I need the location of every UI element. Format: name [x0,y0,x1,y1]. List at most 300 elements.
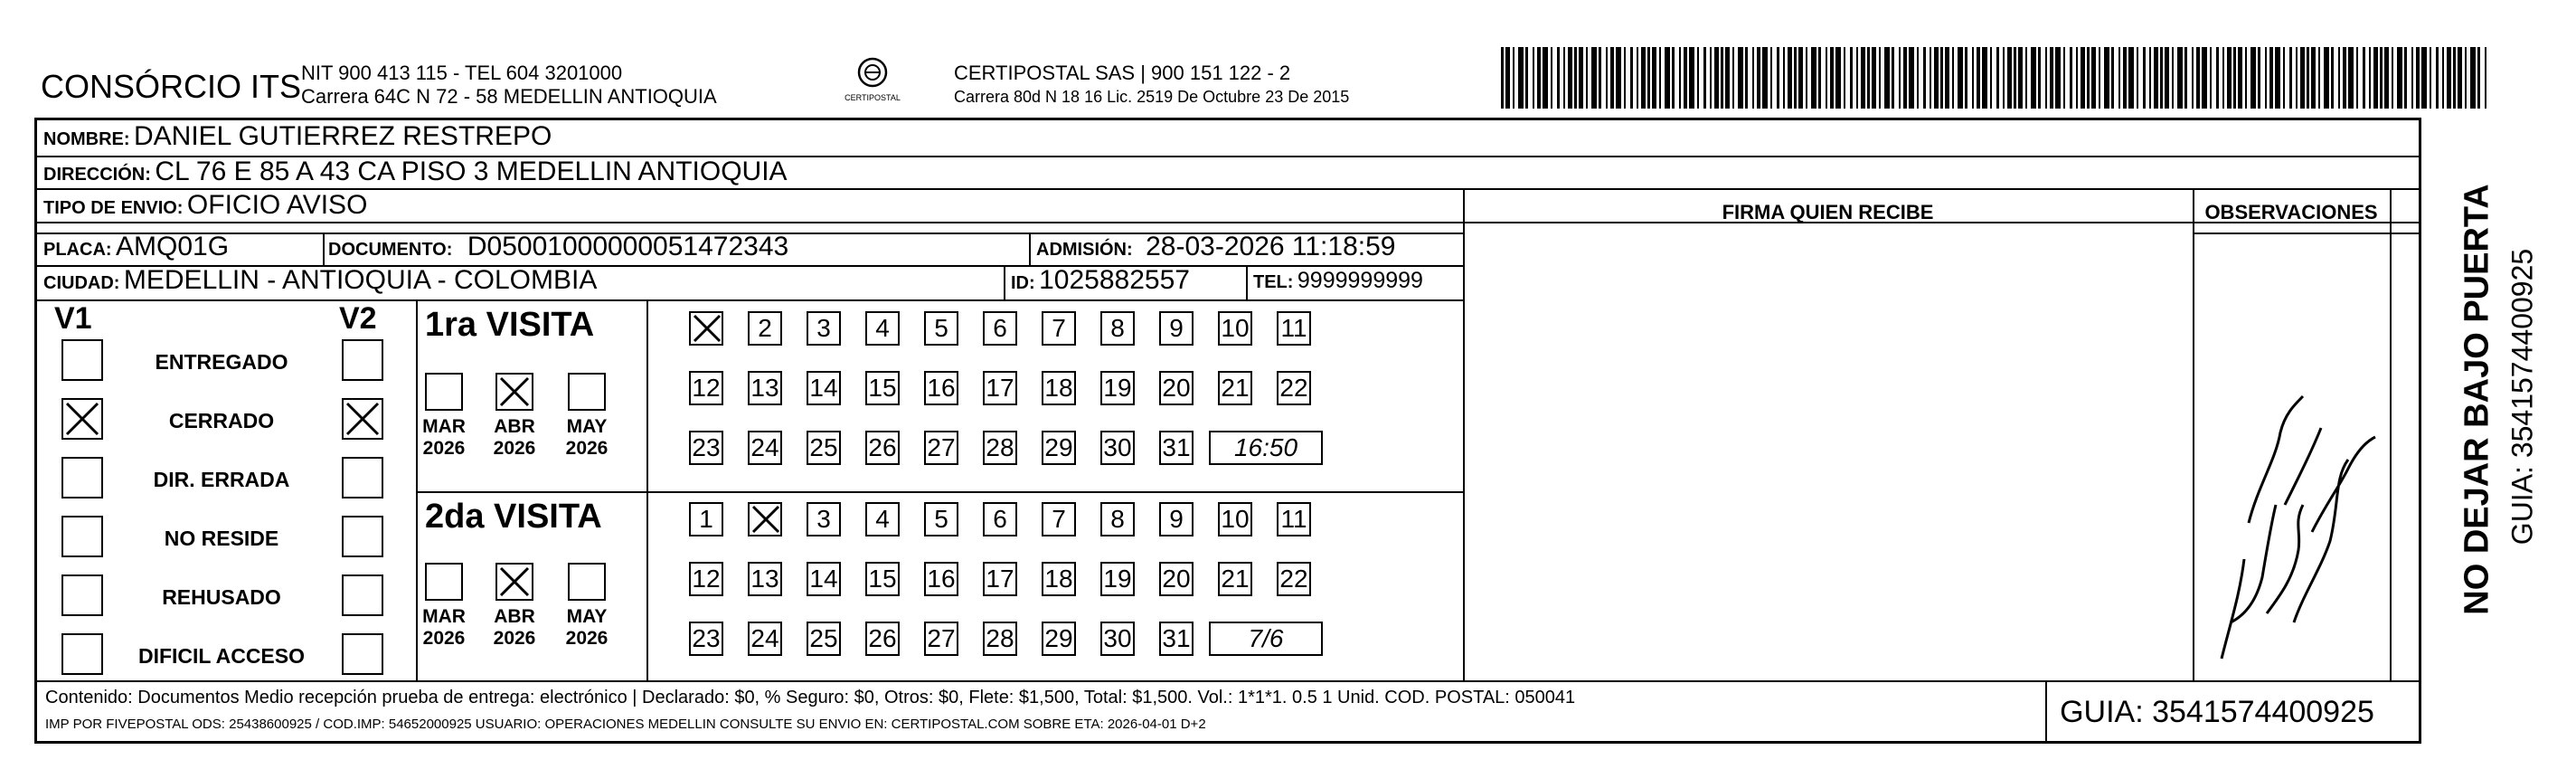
barcode-bar [2283,47,2285,109]
barcode-bar [2025,47,2027,109]
barcode-bar [1783,47,1785,109]
v2-checkbox[interactable] [342,574,383,616]
barcode-bar [1505,47,1510,109]
month-name: MAY [566,416,608,437]
v1-checkbox[interactable] [61,633,103,675]
placa-row [43,232,229,262]
barcode-bar [2269,47,2273,109]
observaciones-area[interactable] [2194,233,2388,679]
barcode-bar [2331,47,2334,109]
barcode-bar [2296,47,2298,109]
barcode-bar [2392,47,2393,109]
barcode-bar [1972,47,1974,109]
day-box[interactable]: 31 [1159,431,1194,465]
barcode-bar [1579,47,1583,109]
day-box[interactable]: 1 [689,502,723,536]
status-label: ENTREGADO [155,350,288,374]
day-box[interactable]: 16 [924,371,958,405]
day-box[interactable]: 19 [1100,562,1135,596]
barcode-bar [1525,47,1528,109]
day-box[interactable]: 12 [689,562,723,596]
barcode-bar [2038,47,2041,109]
v1-checkbox[interactable] [61,457,103,498]
barcode-bar [2356,47,2358,109]
barcode-bar [2470,47,2476,109]
barcode-bar [1616,47,1621,109]
barcode-bar [2184,47,2187,109]
barcode-bar [1798,47,1803,109]
v1-checkbox[interactable] [61,339,103,381]
barcode-bar [1844,47,1845,109]
barcode-bar [2324,47,2329,109]
documento-value: D05001000000051472343 [467,232,789,261]
day-box[interactable]: 3 [807,311,841,346]
barcode-bar [2300,47,2305,109]
month-name: ABR [494,416,535,437]
company-name: CONSÓRCIO ITS [41,68,302,105]
barcode-bar [1850,47,1853,109]
barcode-bar [2250,47,2256,109]
footer-contenido: Contenido: Documentos Medio recepción prueba de entrega: electrónico | Declarado: $0, % Seguro: $0, Otros: $0, Flete: $1,500, Total: $1,500. Vol.: 1*1*1. 0.5 1 Unid. COD. POSTAL: 050041 [45,688,1576,707]
barcode-bar [1952,47,1954,109]
day-box[interactable]: 3 [807,502,841,536]
barcode-bar [1762,47,1768,109]
barcode-bar [1752,47,1754,109]
barcode-bar [2143,47,2146,109]
barcode-bar [2275,47,2280,109]
barcode-bar [2238,47,2242,109]
v1-checkbox[interactable] [61,516,103,557]
month-year: 2026 [493,438,536,459]
barcode-bar [1543,47,1548,109]
v1-checkbox[interactable] [61,398,103,440]
barcode-bar [2055,47,2061,109]
month-name: ABR [494,606,535,627]
barcode-bar [2149,47,2151,109]
x-mark-icon [750,503,780,536]
day-box[interactable]: 4 [865,311,900,346]
barcode-bar [1872,47,1876,109]
barcode-bar [1684,47,1687,109]
barcode-bar [2014,47,2016,109]
day-box[interactable]: 27 [924,431,958,465]
day-box[interactable]: 2 [748,311,782,346]
barcode-bar [1965,47,1967,109]
barcode-bar [2222,47,2224,109]
day-box[interactable]: 19 [1100,371,1135,405]
barcode-bar [2465,47,2467,109]
barcode-bar [1794,47,1797,109]
x-mark-icon [497,565,532,599]
barcode-bar [1830,47,1834,109]
barcode-bar [2123,47,2127,109]
barcode-bar [1721,47,1723,109]
day-box[interactable]: 26 [865,622,900,656]
barcode-bar [1879,47,1881,109]
day-box[interactable]: 31 [1159,622,1194,656]
day-box[interactable]: 6 [983,311,1017,346]
barcode-bar [2111,47,2114,109]
barcode-bar [1568,47,1572,109]
barcode-bar [2485,47,2486,109]
barcode-bar [2436,47,2439,109]
company-nit: NIT 900 413 115 - TEL 604 3201000 [301,62,623,84]
side-guia-text: GUIA: 3541574400925 [2505,248,2539,546]
v2-header: V2 [339,301,377,336]
barcode-bar [1903,47,1907,109]
month-name: MAY [566,606,608,627]
day-box[interactable]: 28 [983,431,1017,465]
barcode-bar [1672,47,1675,109]
month-label [483,416,546,460]
barcode-bar [1551,47,1552,109]
barcode-bar [2453,47,2456,109]
barcode-bar [2338,47,2340,109]
month-year: 2026 [422,628,466,649]
barcode-bar [1533,47,1534,109]
v1-checkbox[interactable] [61,574,103,616]
barcode-bar [1996,47,1999,109]
barcode-bar [1990,47,1992,109]
tel-label: TEL: [1253,272,1294,292]
barcode-bar [1835,47,1841,109]
firma-header: FIRMA QUIEN RECIBE [1722,201,1934,223]
barcode-bar [2087,47,2090,109]
barcode-bar [2369,47,2371,109]
barcode-bar [1679,47,1681,109]
barcode-bar [1641,47,1646,109]
day-box[interactable]: 17 [983,371,1017,405]
day-box[interactable] [689,311,723,346]
barcode-bar [2210,47,2212,109]
day-box[interactable]: 9 [1159,311,1194,346]
month-checkbox[interactable] [425,563,463,601]
carrier-license: Carrera 80d N 18 16 Lic. 2519 De Octubre 23 De 2015 [954,88,1350,106]
day-box[interactable]: 23 [689,431,723,465]
day-box[interactable]: 16 [924,562,958,596]
day-box[interactable]: 13 [748,371,782,405]
barcode-bar [2099,47,2100,109]
barcode-bar [1513,47,1514,109]
barcode-bar [2227,47,2232,109]
month-label [412,606,476,650]
barcode-bar [2177,47,2183,109]
month-year: 2026 [565,628,609,649]
day-box[interactable]: 7 [1042,502,1076,536]
barcode-bar [1982,47,1987,109]
day-box[interactable]: 21 [1218,562,1252,596]
barcode-bar [1703,47,1706,109]
v2-checkbox[interactable] [342,398,383,440]
barcode-bar [2416,47,2420,109]
admision-row [1036,232,1395,262]
barcode-bar [1940,47,1943,109]
barcode-bar [1630,47,1633,109]
v2-checkbox[interactable] [342,457,383,498]
barcode-bar [1659,47,1661,109]
barcode-bar [1892,47,1894,109]
month-checkbox[interactable] [495,563,533,601]
barcode-bar [2421,47,2427,109]
direccion-label: DIRECCIÓN: [43,165,151,185]
day-box[interactable]: 17 [983,562,1017,596]
footer-imp: IMP POR FIVEPOSTAL ODS: 25438600925 / COD.IMP: 54652000925 USUARIO: OPERACIONES MEDELLIN CONSULTE SU ENVIO EN: CERTIPOSTAL.COM SOBRE ETA: 2026-04-01 D+2 [45,717,1206,732]
barcode-bar [1647,47,1650,109]
day-box[interactable]: 29 [1042,431,1076,465]
day-box[interactable]: 15 [865,371,900,405]
day-box[interactable]: 4 [865,502,900,536]
barcode-bar [1806,47,1807,109]
month-name: MAR [422,416,466,437]
carrier-line: CERTIPOSTAL SAS | 900 151 122 - 2 [954,62,1291,84]
barcode-bar [1811,47,1816,109]
month-label [483,606,546,650]
barcode-bar [1958,47,1963,109]
barcode-bar [2380,47,2383,109]
x-mark-icon [344,400,382,438]
month-checkbox[interactable] [495,373,533,411]
status-label: REHUSADO [162,585,281,609]
visit-time-box[interactable]: 7/6 [1209,622,1323,656]
barcode-bar [2216,47,2219,109]
status-label: NO RESIDE [164,527,279,550]
day-box[interactable]: 14 [807,371,841,405]
barcode-bar [2076,47,2078,109]
day-box[interactable]: 30 [1100,431,1135,465]
day-box[interactable]: 25 [807,431,841,465]
id-label: ID: [1011,273,1035,293]
x-mark-icon [497,375,532,409]
barcode-bar [1665,47,1670,109]
barcode-bar [1826,47,1827,109]
barcode-bar [2245,47,2247,109]
barcode-bar [2063,47,2065,109]
barcode-bar [2091,47,2096,109]
day-box[interactable]: 28 [983,622,1017,656]
barcode-bar [2307,47,2309,109]
barcode-bar [2045,47,2047,109]
day-box[interactable]: 10 [1218,311,1252,346]
barcode-bar [2196,47,2200,109]
month-year: 2026 [422,438,466,459]
barcode-bar [2050,47,2053,109]
barcode [1501,47,2496,109]
placa-label: PLACA: [43,240,112,260]
barcode-bar [1652,47,1656,109]
barcode-bar [1710,47,1712,109]
barcode-bar [1501,47,1504,109]
barcode-bar [1586,47,1588,109]
v1-header: V1 [54,301,92,336]
barcode-bar [2104,47,2109,109]
month-name: MAR [422,606,466,627]
barcode-bar [2442,47,2444,109]
tipo-label: TIPO DE ENVIO: [43,198,184,218]
handwritten-signature [2194,233,2388,679]
v2-checkbox[interactable] [342,516,383,557]
day-box[interactable]: 14 [807,562,841,596]
barcode-bar [2447,47,2451,109]
v2-checkbox[interactable] [342,339,383,381]
barcode-bar [2081,47,2085,109]
day-box[interactable]: 11 [1277,311,1311,346]
day-box[interactable]: 9 [1159,502,1194,536]
barcode-bar [1945,47,1949,109]
barcode-bar [2318,47,2320,109]
month-checkbox[interactable] [568,563,606,601]
x-mark-icon [63,400,101,438]
barcode-bar [2343,47,2346,109]
day-box[interactable]: 12 [689,371,723,405]
day-box[interactable]: 24 [748,431,782,465]
barcode-bar [2348,47,2354,109]
status-label: CERRADO [168,409,275,432]
placa-value: AMQ01G [116,232,230,261]
barcode-bar [2404,47,2407,109]
nombre-value: DANIEL GUTIERREZ RESTREPO [134,121,552,151]
barcode-bar [2258,47,2260,109]
visit-time-box[interactable]: 16:50 [1209,431,1323,465]
barcode-bar [1606,47,1608,109]
day-box[interactable]: 11 [1277,502,1311,536]
barcode-bar [2458,47,2462,109]
barcode-bar [2411,47,2413,109]
barcode-bar [2118,47,2120,109]
id-value: 1025882557 [1039,265,1190,295]
month-label [555,416,618,460]
day-box[interactable]: 7 [1042,311,1076,346]
barcode-bar [2430,47,2431,109]
barcode-bar [1909,47,1914,109]
barcode-bar [1714,47,1719,109]
day-box[interactable]: 15 [865,562,900,596]
day-box[interactable]: 18 [1042,371,1076,405]
day-box[interactable] [748,502,782,536]
barcode-bar [2265,47,2267,109]
barcode-bar [1757,47,1760,109]
day-box[interactable]: 8 [1100,502,1135,536]
barcode-bar [1930,47,1931,109]
month-checkbox[interactable] [425,373,463,411]
barcode-bar [2397,47,2402,109]
barcode-bar [1861,47,1865,109]
signature-area[interactable] [1465,233,2191,679]
barcode-bar [1637,47,1638,109]
barcode-bar [1574,47,1577,109]
tipo-row [43,190,367,221]
barcode-bar [1777,47,1779,109]
first-visit-title: 1ra VISITA [425,306,595,344]
barcode-bar [2160,47,2163,109]
certipostal-logo [836,56,909,110]
barcode-bar [1591,47,1597,109]
day-box[interactable]: 10 [1218,502,1252,536]
barcode-bar [2007,47,2012,109]
barcode-bar [1856,47,1858,109]
barcode-bar [2373,47,2378,109]
barcode-bar [1624,47,1626,109]
day-box[interactable]: 6 [983,502,1017,536]
logo-text: CERTIPOSTAL [845,93,901,102]
barcode-graphic [1501,47,2496,109]
tel-row [1253,268,1423,294]
day-box[interactable]: 5 [924,502,958,536]
barcode-bar [2202,47,2207,109]
observaciones-header: OBSERVACIONES [2204,201,2378,223]
day-box[interactable]: 23 [689,622,723,656]
barcode-bar [2192,47,2194,109]
tel-value: 9999999999 [1297,268,1423,293]
barcode-bar [1884,47,1890,109]
month-label [555,606,618,650]
logo-icon [853,56,892,92]
day-box[interactable]: 5 [924,311,958,346]
day-box[interactable]: 20 [1159,562,1194,596]
day-box[interactable]: 30 [1100,622,1135,656]
ciudad-label: CIUDAD: [43,273,120,293]
direccion-value: CL 76 E 85 A 43 CA PISO 3 MEDELLIN ANTIOQUIA [155,157,788,186]
barcode-bar [2165,47,2169,109]
day-box[interactable]: 26 [865,431,900,465]
barcode-bar [1599,47,1601,109]
admision-label: ADMISIÓN: [1036,240,1133,260]
month-checkbox[interactable] [568,373,606,411]
day-box[interactable]: 21 [1218,371,1252,405]
barcode-bar [2128,47,2134,109]
day-box[interactable]: 20 [1159,371,1194,405]
status-label: DIR. ERRADA [153,468,290,491]
day-box[interactable]: 29 [1042,622,1076,656]
barcode-bar [2289,47,2292,109]
ciudad-value: MEDELLIN - ANTIOQUIA - COLOMBIA [123,265,598,295]
barcode-bar [1923,47,1926,109]
day-box[interactable]: 8 [1100,311,1135,346]
barcode-bar [2384,47,2389,109]
barcode-bar [1818,47,1821,109]
barcode-bar [1788,47,1792,109]
barcode-bar [2137,47,2138,109]
barcode-bar [2233,47,2236,109]
no-dejar-text: NO DEJAR BAJO PUERTA [2458,184,2496,615]
barcode-bar [2477,47,2480,109]
day-box[interactable]: 22 [1277,371,1311,405]
barcode-bar [1689,47,1694,109]
barcode-bar [1934,47,1939,109]
barcode-bar [2003,47,2005,109]
barcode-bar [1745,47,1748,109]
day-box[interactable]: 24 [748,622,782,656]
day-box[interactable]: 22 [1277,562,1311,596]
status-label: DIFICIL ACCESO [137,644,305,668]
side-text [2423,145,2539,651]
month-year: 2026 [493,628,536,649]
barcode-bar [1697,47,1699,109]
second-visit-title: 2da VISITA [425,498,602,536]
barcode-bar [2018,47,2023,109]
barcode-bar [2070,47,2072,109]
barcode-bar [2154,47,2158,109]
day-box[interactable]: 13 [748,562,782,596]
admision-value: 28-03-2026 11:18:59 [1146,232,1396,261]
day-box[interactable]: 25 [807,622,841,656]
day-box[interactable]: 18 [1042,562,1076,596]
company-address: Carrera 64C N 72 - 58 MEDELLIN ANTIOQUIA [301,85,717,108]
barcode-bar [1899,47,1901,109]
v2-checkbox[interactable] [342,633,383,675]
day-box[interactable]: 27 [924,622,958,656]
barcode-bar [1557,47,1560,109]
barcode-bar [2363,47,2365,109]
